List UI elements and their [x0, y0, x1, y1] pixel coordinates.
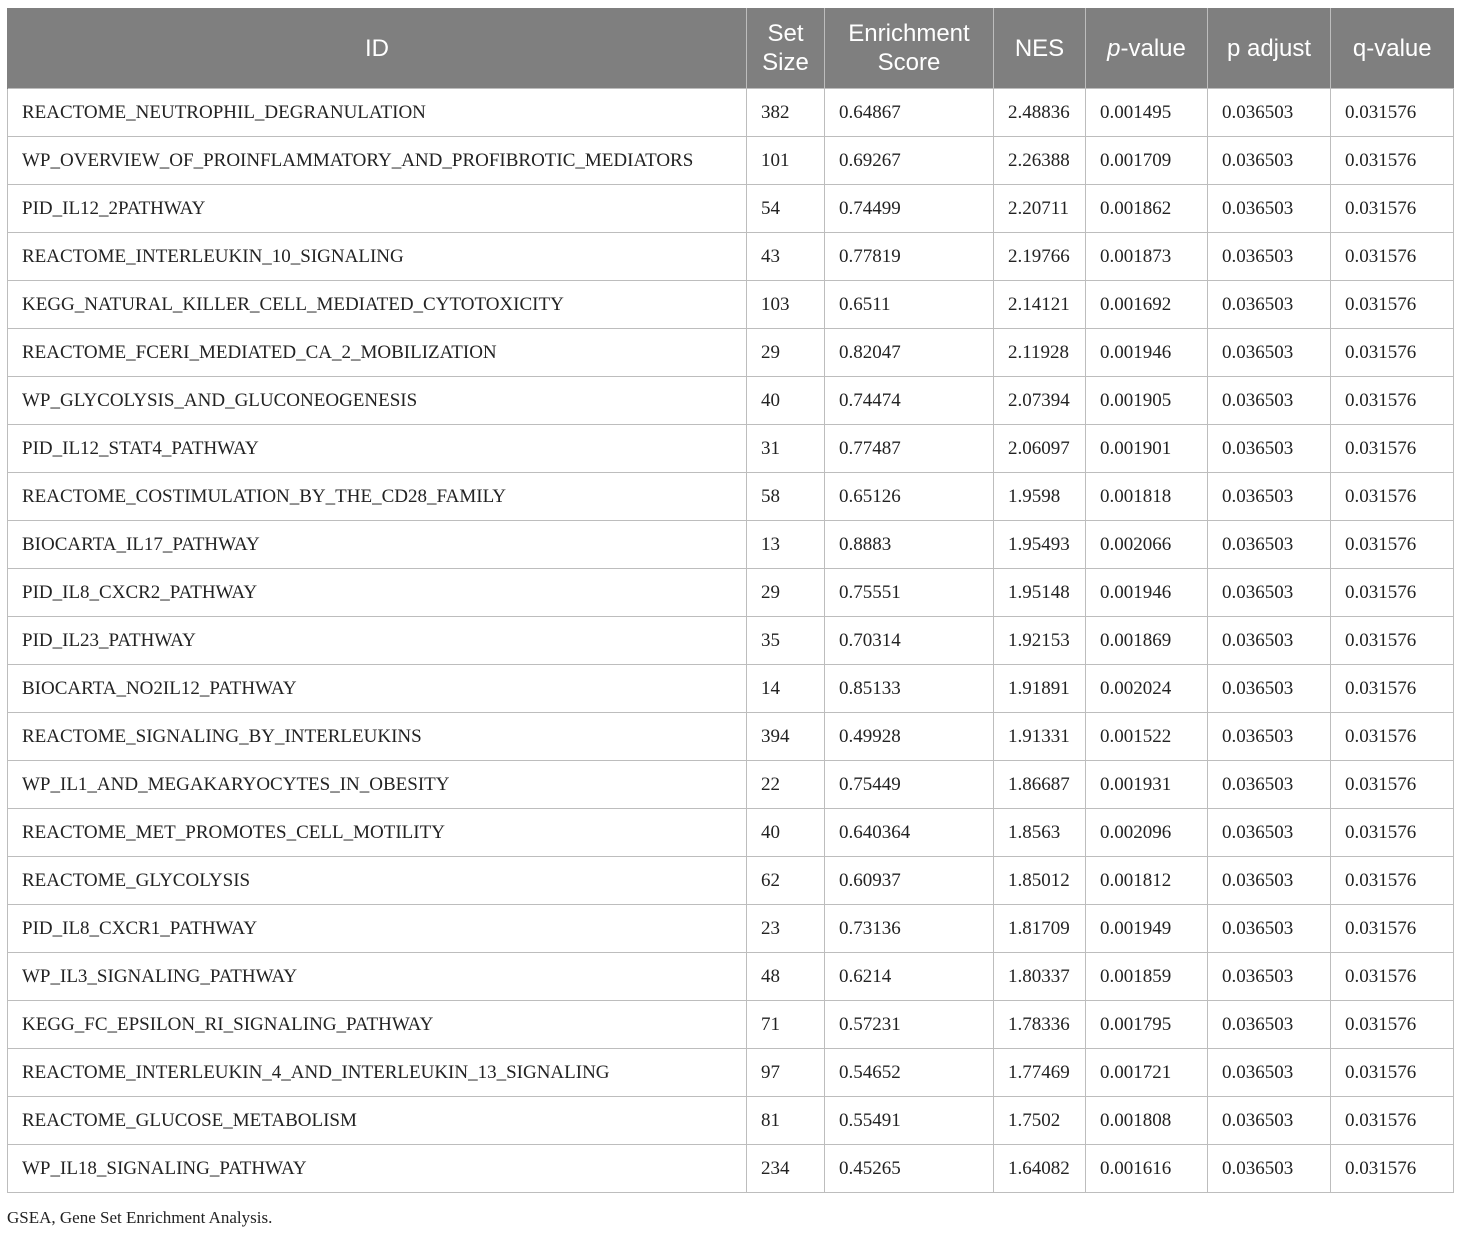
- cell-q-value: 0.031576: [1331, 1097, 1454, 1145]
- cell-p-value: 0.001869: [1086, 617, 1208, 665]
- cell-set-size: 22: [747, 761, 825, 809]
- cell-set-size: 103: [747, 281, 825, 329]
- cell-q-value: 0.031576: [1331, 1049, 1454, 1097]
- cell-nes: 2.06097: [994, 425, 1086, 473]
- cell-p-adjust: 0.036503: [1208, 185, 1331, 233]
- cell-q-value: 0.031576: [1331, 617, 1454, 665]
- cell-p-adjust: 0.036503: [1208, 809, 1331, 857]
- cell-enrichment-score: 0.54652: [825, 1049, 994, 1097]
- cell-id: BIOCARTA_NO2IL12_PATHWAY: [8, 665, 747, 713]
- cell-nes: 2.20711: [994, 185, 1086, 233]
- cell-id: REACTOME_MET_PROMOTES_CELL_MOTILITY: [8, 809, 747, 857]
- cell-p-value: 0.002066: [1086, 521, 1208, 569]
- cell-set-size: 29: [747, 329, 825, 377]
- cell-enrichment-score: 0.70314: [825, 617, 994, 665]
- cell-nes: 1.91331: [994, 713, 1086, 761]
- cell-q-value: 0.031576: [1331, 89, 1454, 137]
- cell-id: WP_IL1_AND_MEGAKARYOCYTES_IN_OBESITY: [8, 761, 747, 809]
- cell-q-value: 0.031576: [1331, 713, 1454, 761]
- table-row: [8, 473, 1454, 521]
- cell-p-value: 0.002024: [1086, 665, 1208, 713]
- cell-set-size: 31: [747, 425, 825, 473]
- cell-id: KEGG_FC_EPSILON_RI_SIGNALING_PATHWAY: [8, 1001, 747, 1049]
- cell-p-adjust: 0.036503: [1208, 713, 1331, 761]
- cell-q-value: 0.031576: [1331, 905, 1454, 953]
- cell-id: PID_IL8_CXCR2_PATHWAY: [8, 569, 747, 617]
- cell-nes: 1.85012: [994, 857, 1086, 905]
- cell-q-value: 0.031576: [1331, 473, 1454, 521]
- cell-enrichment-score: 0.69267: [825, 137, 994, 185]
- cell-p-adjust: 0.036503: [1208, 137, 1331, 185]
- cell-q-value: 0.031576: [1331, 377, 1454, 425]
- cell-p-adjust: 0.036503: [1208, 281, 1331, 329]
- cell-set-size: 13: [747, 521, 825, 569]
- cell-enrichment-score: 0.74499: [825, 185, 994, 233]
- cell-nes: 2.19766: [994, 233, 1086, 281]
- cell-p-adjust: 0.036503: [1208, 953, 1331, 1001]
- gsea-results-table: [7, 8, 1454, 1193]
- cell-enrichment-score: 0.8883: [825, 521, 994, 569]
- cell-id: REACTOME_GLYCOLYSIS: [8, 857, 747, 905]
- cell-enrichment-score: 0.60937: [825, 857, 994, 905]
- cell-p-value: 0.001818: [1086, 473, 1208, 521]
- cell-p-value: 0.001859: [1086, 953, 1208, 1001]
- cell-set-size: 97: [747, 1049, 825, 1097]
- cell-enrichment-score: 0.85133: [825, 665, 994, 713]
- cell-enrichment-score: 0.64867: [825, 89, 994, 137]
- cell-nes: 1.86687: [994, 761, 1086, 809]
- cell-nes: 1.81709: [994, 905, 1086, 953]
- cell-set-size: 35: [747, 617, 825, 665]
- cell-p-value: 0.001931: [1086, 761, 1208, 809]
- cell-p-value: 0.001795: [1086, 1001, 1208, 1049]
- cell-enrichment-score: 0.74474: [825, 377, 994, 425]
- cell-p-adjust: 0.036503: [1208, 233, 1331, 281]
- table-row: [8, 281, 1454, 329]
- cell-p-value: 0.002096: [1086, 809, 1208, 857]
- cell-nes: 1.64082: [994, 1145, 1086, 1193]
- cell-nes: 1.78336: [994, 1001, 1086, 1049]
- cell-enrichment-score: 0.6511: [825, 281, 994, 329]
- cell-id: PID_IL12_STAT4_PATHWAY: [8, 425, 747, 473]
- cell-q-value: 0.031576: [1331, 953, 1454, 1001]
- cell-set-size: 71: [747, 1001, 825, 1049]
- cell-p-adjust: 0.036503: [1208, 1001, 1331, 1049]
- cell-id: PID_IL23_PATHWAY: [8, 617, 747, 665]
- cell-q-value: 0.031576: [1331, 1145, 1454, 1193]
- cell-q-value: 0.031576: [1331, 1001, 1454, 1049]
- cell-p-adjust: 0.036503: [1208, 857, 1331, 905]
- cell-enrichment-score: 0.6214: [825, 953, 994, 1001]
- cell-nes: 2.11928: [994, 329, 1086, 377]
- cell-nes: 2.48836: [994, 89, 1086, 137]
- cell-nes: 1.8563: [994, 809, 1086, 857]
- header-p-adjust: [1208, 8, 1331, 89]
- table-row: [8, 1145, 1454, 1193]
- table-row: [8, 1097, 1454, 1145]
- cell-p-adjust: 0.036503: [1208, 521, 1331, 569]
- cell-q-value: 0.031576: [1331, 761, 1454, 809]
- cell-p-adjust: 0.036503: [1208, 329, 1331, 377]
- cell-p-value: 0.001812: [1086, 857, 1208, 905]
- cell-id: WP_GLYCOLYSIS_AND_GLUCONEOGENESIS: [8, 377, 747, 425]
- cell-nes: 2.26388: [994, 137, 1086, 185]
- cell-q-value: 0.031576: [1331, 281, 1454, 329]
- cell-set-size: 23: [747, 905, 825, 953]
- cell-q-value: 0.031576: [1331, 137, 1454, 185]
- cell-id: REACTOME_INTERLEUKIN_10_SIGNALING: [8, 233, 747, 281]
- table-row: [8, 569, 1454, 617]
- cell-p-value: 0.001522: [1086, 713, 1208, 761]
- cell-nes: 1.95148: [994, 569, 1086, 617]
- cell-id: WP_OVERVIEW_OF_PROINFLAMMATORY_AND_PROFIBROTIC_MEDIATORS: [8, 137, 747, 185]
- cell-p-adjust: 0.036503: [1208, 617, 1331, 665]
- cell-enrichment-score: 0.82047: [825, 329, 994, 377]
- cell-p-value: 0.001616: [1086, 1145, 1208, 1193]
- cell-p-adjust: 0.036503: [1208, 761, 1331, 809]
- cell-nes: 1.80337: [994, 953, 1086, 1001]
- table-body: [8, 89, 1454, 1193]
- cell-id: KEGG_NATURAL_KILLER_CELL_MEDIATED_CYTOTOXICITY: [8, 281, 747, 329]
- table-row: [8, 89, 1454, 137]
- cell-enrichment-score: 0.75449: [825, 761, 994, 809]
- cell-p-value: 0.001808: [1086, 1097, 1208, 1145]
- cell-set-size: 29: [747, 569, 825, 617]
- header-p-value-italic: p: [1107, 34, 1121, 62]
- cell-id: PID_IL12_2PATHWAY: [8, 185, 747, 233]
- header-set-size: [747, 8, 825, 89]
- cell-q-value: 0.031576: [1331, 329, 1454, 377]
- table-row: [8, 185, 1454, 233]
- header-id: [8, 8, 747, 89]
- header-set-size-line1: Set: [767, 20, 804, 47]
- cell-set-size: 62: [747, 857, 825, 905]
- header-p-value: [1086, 8, 1208, 89]
- cell-nes: 1.9598: [994, 473, 1086, 521]
- cell-p-value: 0.001946: [1086, 329, 1208, 377]
- cell-set-size: 58: [747, 473, 825, 521]
- cell-p-value: 0.001905: [1086, 377, 1208, 425]
- cell-q-value: 0.031576: [1331, 809, 1454, 857]
- table-row: [8, 857, 1454, 905]
- cell-p-value: 0.001862: [1086, 185, 1208, 233]
- cell-p-adjust: 0.036503: [1208, 377, 1331, 425]
- cell-nes: 1.7502: [994, 1097, 1086, 1145]
- cell-p-value: 0.001495: [1086, 89, 1208, 137]
- cell-id: WP_IL3_SIGNALING_PATHWAY: [8, 953, 747, 1001]
- cell-enrichment-score: 0.77487: [825, 425, 994, 473]
- cell-set-size: 40: [747, 377, 825, 425]
- cell-id: REACTOME_INTERLEUKIN_4_AND_INTERLEUKIN_13_SIGNALING: [8, 1049, 747, 1097]
- cell-p-adjust: 0.036503: [1208, 89, 1331, 137]
- cell-q-value: 0.031576: [1331, 233, 1454, 281]
- cell-p-adjust: 0.036503: [1208, 473, 1331, 521]
- cell-id: PID_IL8_CXCR1_PATHWAY: [8, 905, 747, 953]
- table-row: [8, 713, 1454, 761]
- cell-enrichment-score: 0.57231: [825, 1001, 994, 1049]
- cell-q-value: 0.031576: [1331, 521, 1454, 569]
- header-p-value-rest: -value: [1120, 34, 1186, 62]
- cell-enrichment-score: 0.73136: [825, 905, 994, 953]
- table-row: [8, 1001, 1454, 1049]
- table-row: [8, 329, 1454, 377]
- cell-set-size: 43: [747, 233, 825, 281]
- cell-p-adjust: 0.036503: [1208, 665, 1331, 713]
- header-set-size-line2: Size: [762, 49, 809, 76]
- cell-nes: 1.92153: [994, 617, 1086, 665]
- cell-enrichment-score: 0.49928: [825, 713, 994, 761]
- cell-id: REACTOME_COSTIMULATION_BY_THE_CD28_FAMILY: [8, 473, 747, 521]
- table-row: [8, 521, 1454, 569]
- cell-nes: 1.77469: [994, 1049, 1086, 1097]
- header-p-adjust-label: p adjust: [1226, 34, 1312, 62]
- header-enrichment-line1: Enrichment: [848, 20, 970, 47]
- cell-q-value: 0.031576: [1331, 857, 1454, 905]
- cell-set-size: 394: [747, 713, 825, 761]
- cell-id: WP_IL18_SIGNALING_PATHWAY: [8, 1145, 747, 1193]
- cell-enrichment-score: 0.75551: [825, 569, 994, 617]
- cell-enrichment-score: 0.77819: [825, 233, 994, 281]
- cell-p-value: 0.001873: [1086, 233, 1208, 281]
- cell-set-size: 14: [747, 665, 825, 713]
- cell-q-value: 0.031576: [1331, 569, 1454, 617]
- header-row: [8, 8, 1454, 89]
- cell-id: REACTOME_SIGNALING_BY_INTERLEUKINS: [8, 713, 747, 761]
- cell-p-adjust: 0.036503: [1208, 1097, 1331, 1145]
- cell-set-size: 81: [747, 1097, 825, 1145]
- cell-set-size: 40: [747, 809, 825, 857]
- cell-p-value: 0.001901: [1086, 425, 1208, 473]
- table-row: [8, 233, 1454, 281]
- header-enrichment-line2: Score: [877, 49, 941, 76]
- table-header: [8, 8, 1454, 89]
- cell-p-adjust: 0.036503: [1208, 569, 1331, 617]
- cell-p-value: 0.001946: [1086, 569, 1208, 617]
- gsea-table-container: [7, 8, 1453, 1193]
- cell-p-value: 0.001949: [1086, 905, 1208, 953]
- cell-p-value: 0.001721: [1086, 1049, 1208, 1097]
- cell-set-size: 382: [747, 89, 825, 137]
- cell-set-size: 48: [747, 953, 825, 1001]
- table-row: [8, 905, 1454, 953]
- cell-p-adjust: 0.036503: [1208, 905, 1331, 953]
- header-id-label: ID: [365, 34, 389, 62]
- cell-id: BIOCARTA_IL17_PATHWAY: [8, 521, 747, 569]
- header-nes: [994, 8, 1086, 89]
- cell-id: REACTOME_NEUTROPHIL_DEGRANULATION: [8, 89, 747, 137]
- cell-enrichment-score: 0.640364: [825, 809, 994, 857]
- cell-q-value: 0.031576: [1331, 185, 1454, 233]
- cell-set-size: 234: [747, 1145, 825, 1193]
- cell-p-value: 0.001709: [1086, 137, 1208, 185]
- cell-enrichment-score: 0.55491: [825, 1097, 994, 1145]
- cell-nes: 2.14121: [994, 281, 1086, 329]
- cell-p-adjust: 0.036503: [1208, 1049, 1331, 1097]
- table-row: [8, 617, 1454, 665]
- table-row: [8, 377, 1454, 425]
- cell-nes: 1.95493: [994, 521, 1086, 569]
- header-nes-label: NES: [1014, 34, 1065, 62]
- table-row: [8, 809, 1454, 857]
- cell-p-adjust: 0.036503: [1208, 425, 1331, 473]
- cell-nes: 2.07394: [994, 377, 1086, 425]
- cell-nes: 1.91891: [994, 665, 1086, 713]
- header-q-value-label: q-value: [1352, 34, 1432, 62]
- table-row: [8, 761, 1454, 809]
- table-row: [8, 665, 1454, 713]
- cell-enrichment-score: 0.45265: [825, 1145, 994, 1193]
- cell-p-value: 0.001692: [1086, 281, 1208, 329]
- table-footnote: GSEA, Gene Set Enrichment Analysis.: [7, 1208, 273, 1227]
- table-row: [8, 137, 1454, 185]
- table-row: [8, 1049, 1454, 1097]
- cell-id: REACTOME_FCERI_MEDIATED_CA_2_MOBILIZATION: [8, 329, 747, 377]
- cell-q-value: 0.031576: [1331, 425, 1454, 473]
- cell-set-size: 101: [747, 137, 825, 185]
- cell-id: REACTOME_GLUCOSE_METABOLISM: [8, 1097, 747, 1145]
- cell-p-adjust: 0.036503: [1208, 1145, 1331, 1193]
- cell-q-value: 0.031576: [1331, 665, 1454, 713]
- cell-set-size: 54: [747, 185, 825, 233]
- table-row: [8, 953, 1454, 1001]
- header-enrichment-score: [825, 8, 994, 89]
- header-q-value: [1331, 8, 1454, 89]
- table-row: [8, 425, 1454, 473]
- cell-enrichment-score: 0.65126: [825, 473, 994, 521]
